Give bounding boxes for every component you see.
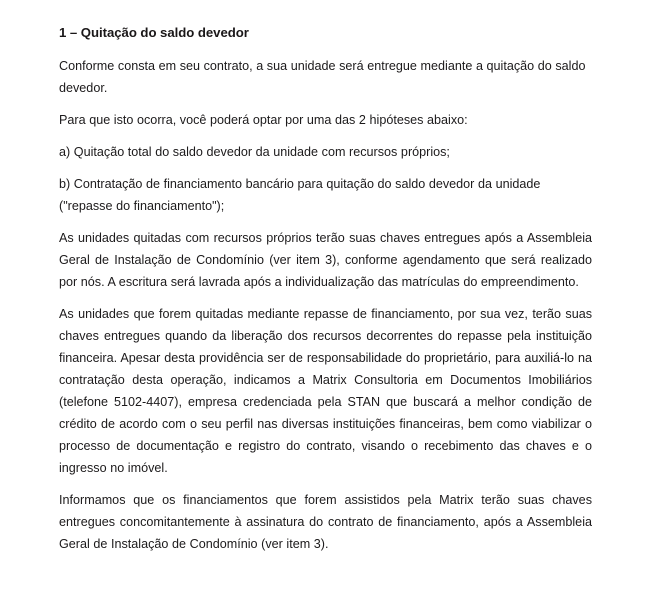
paragraph-intro: Conforme consta em seu contrato, a sua unidade será entregue mediante a quitação do saldo devedor. [59, 59, 586, 95]
page-title: 1 – Quitação do saldo devedor [59, 25, 249, 40]
paragraph-financing-transfer: As unidades que forem quitadas mediante repasse de financiamento, por sua vez, terão suas chaves entregues quando da liberação dos recursos decorrentes do repasse pela instituição financeira. Apesar desta providência ser de responsabilidade do proprietário, para auxiliá-lo na contratação desta operação, indicamos a Matrix Consultoria em Documentos Imobiliários (telefone 5102-4407), empresa credenciada pela STAN que buscará a melhor condição de crédito de acordo com o seu perfil nas diversas instituições financeiras, bem como viabilizar o processo de documentação e registro do contrato, visando o recebimento das chaves e o ingresso no imóvel. [59, 307, 592, 475]
list-item-option-a: a) Quitação total do saldo devedor da unidade com recursos próprios; [59, 145, 450, 159]
paragraph-own-resources: As unidades quitadas com recursos próprios terão suas chaves entregues após a Assembleia Geral de Instalação de Condomínio (ver item 3), conforme agendamento que será realizado por nós. A escritura será lavrada após a individualização das matrículas do empreendimento. [59, 231, 592, 289]
paragraph-matrix-assisted: Informamos que os financiamentos que forem assistidos pela Matrix terão suas chaves entregues concomitantemente à assinatura do contrato de financiamento, após a Assembleia Geral de Instalação de Condomínio (ver item 3). [59, 493, 592, 551]
paragraph-hypotheses-lead: Para que isto ocorra, você poderá optar por uma das 2 hipóteses abaixo: [59, 113, 468, 127]
list-item-option-b: b) Contratação de financiamento bancário para quitação do saldo devedor da unidade ("repasse do financiamento"); [59, 177, 541, 213]
